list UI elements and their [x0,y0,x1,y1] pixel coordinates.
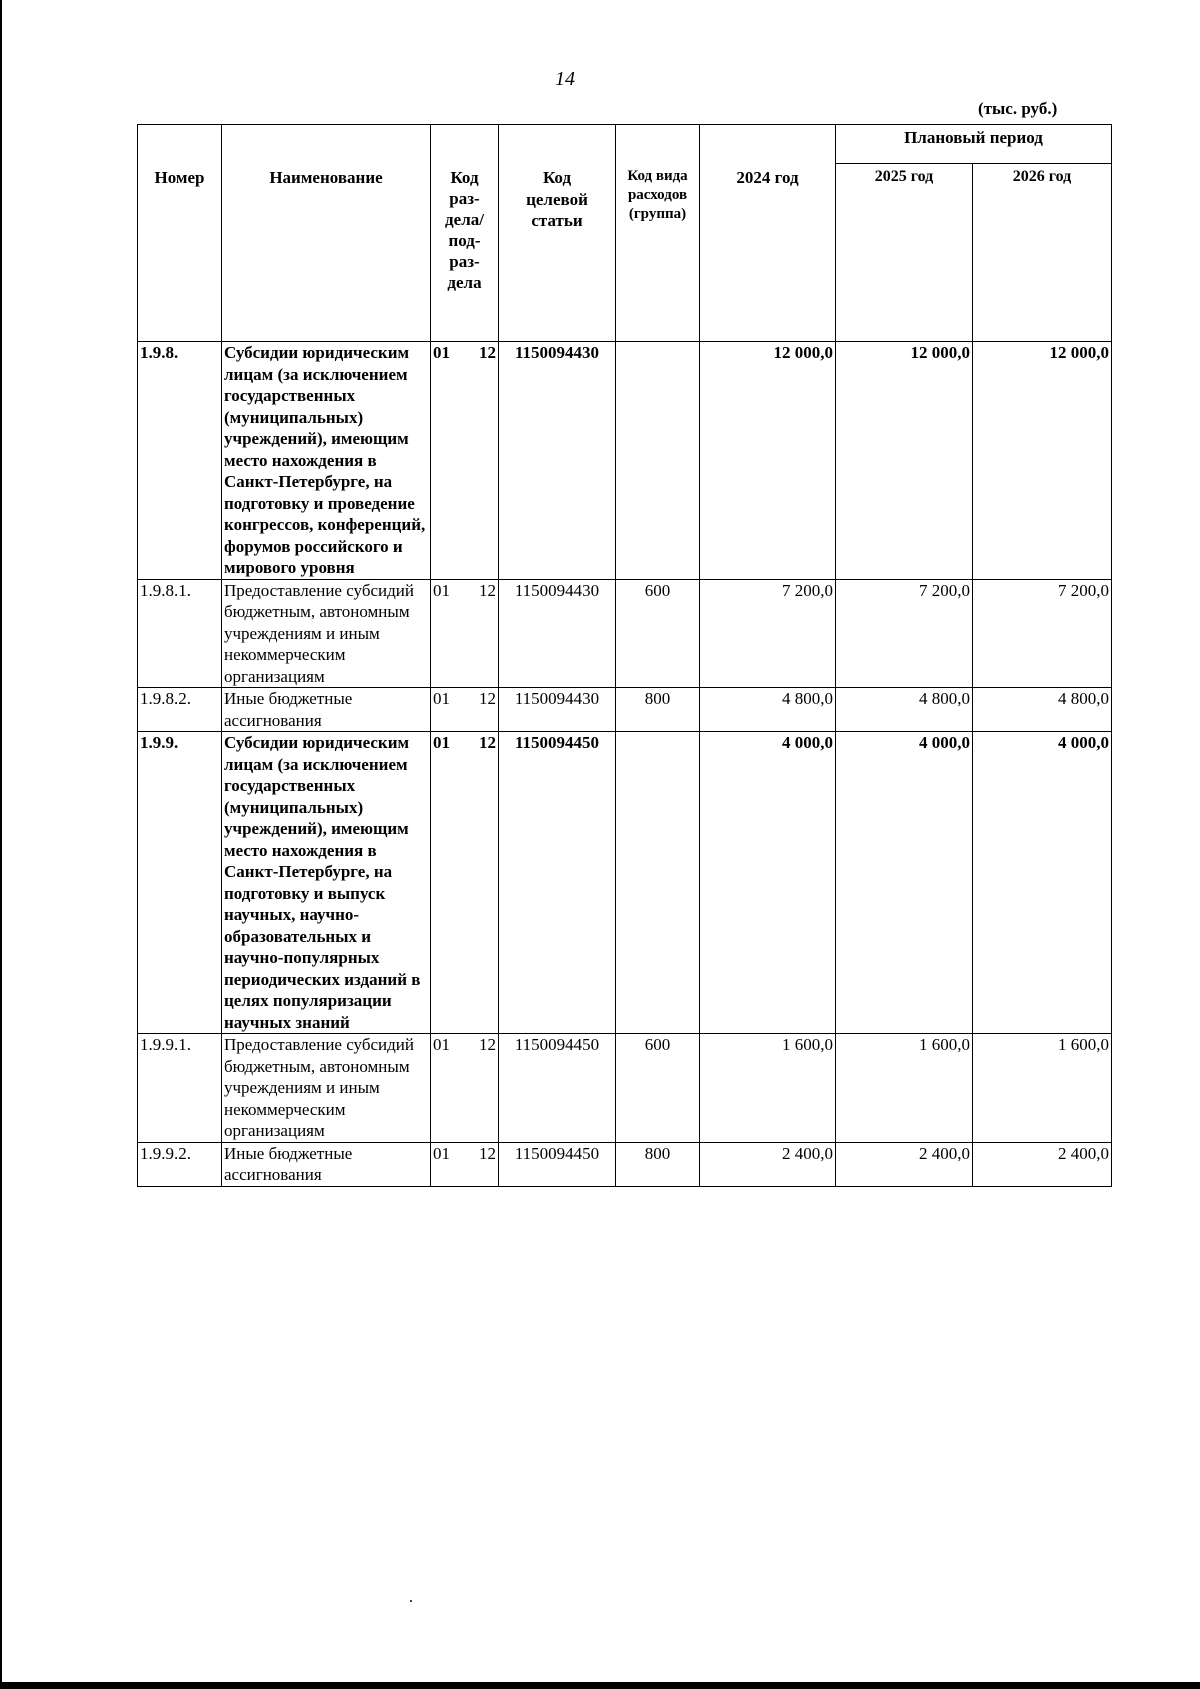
row-2024: 4 000,0 [700,732,836,1034]
page-number: 14 [555,68,575,90]
row-2026: 1 600,0 [973,1034,1112,1143]
row-section-code: 01 [433,343,450,362]
row-subsection-code: 12 [479,343,496,362]
header-year-2024: 2024 год [700,125,836,342]
row-name: Предоставление субсидий бюджетным, автономным учреждениям и иным некоммерческим организациям [222,579,431,688]
row-section [431,688,499,732]
table-row [138,1142,1112,1186]
row-target-code: 1150094430 [499,579,616,688]
row-2025: 1 600,0 [836,1034,973,1143]
header-name: Наименование [222,125,431,342]
row-2025: 7 200,0 [836,579,973,688]
row-2025: 2 400,0 [836,1142,973,1186]
row-name: Предоставление субсидий бюджетным, автономным учреждениям и иным некоммерческим организациям [222,1034,431,1143]
header-planned-period: Плановый период [836,125,1112,164]
row-number: 1.9.8.1. [138,579,222,688]
row-section [431,579,499,688]
row-2024: 7 200,0 [700,579,836,688]
row-group [616,342,700,580]
header-section-code: Код раз- дела/ под- раз- дела [431,125,499,342]
row-subsection-code: 12 [479,1035,496,1054]
row-2026: 7 200,0 [973,579,1112,688]
row-group: 600 [616,579,700,688]
header-expense-group: Код вида расходов (группа) [616,125,700,342]
row-group: 800 [616,1142,700,1186]
row-number: 1.9.8. [138,342,222,580]
row-2026: 2 400,0 [973,1142,1112,1186]
row-2024: 1 600,0 [700,1034,836,1143]
row-group: 800 [616,688,700,732]
row-section-code: 01 [433,689,450,708]
row-section [431,1034,499,1143]
table-row [138,579,1112,688]
row-target-code: 1150094430 [499,688,616,732]
row-subsection-code: 12 [479,733,496,752]
row-target-code: 1150094450 [499,1142,616,1186]
header-year-2026: 2026 год [973,164,1112,342]
table-row [138,688,1112,732]
row-section-code: 01 [433,1035,450,1054]
table-header-row [138,125,1112,164]
row-2025: 4 000,0 [836,732,973,1034]
header-target-code: Код целевой статьи [499,125,616,342]
budget-table [137,124,1112,1187]
row-number: 1.9.9.1. [138,1034,222,1143]
row-subsection-code: 12 [479,689,496,708]
table-row [138,342,1112,580]
row-2025: 12 000,0 [836,342,973,580]
row-2024: 4 800,0 [700,688,836,732]
row-2026: 12 000,0 [973,342,1112,580]
scan-edge [0,0,2,1689]
row-number: 1.9.8.2. [138,688,222,732]
table-row [138,732,1112,1034]
row-target-code: 1150094450 [499,1034,616,1143]
row-number: 1.9.9.2. [138,1142,222,1186]
row-section-code: 01 [433,580,450,600]
row-section-code: 01 [433,1143,450,1163]
units-label: (тыс. руб.) [978,99,1058,118]
row-name: Иные бюджетные ассигнования [222,688,431,732]
row-group [616,732,700,1034]
row-section [431,1142,499,1186]
row-subsection-code: 12 [479,580,496,600]
row-section [431,342,499,580]
header-number: Номер [138,125,222,342]
row-target-code: 1150094450 [499,732,616,1034]
header-year-2025: 2025 год [836,164,973,342]
row-target-code: 1150094430 [499,342,616,580]
row-2024: 2 400,0 [700,1142,836,1186]
scan-bottom-edge [0,1682,1200,1689]
row-group: 600 [616,1034,700,1143]
table-row [138,1034,1112,1143]
row-2024: 12 000,0 [700,342,836,580]
row-subsection-code: 12 [479,1143,496,1163]
row-name: Субсидии юридическим лицам (за исключением государственных (муниципальных) учреждений), имеющим место нахождения в Санкт-Петербурге, на подготовку и выпуск научных, научно-образовательных и научно-популярных периодических изданий в целях популяризации научных знаний [222,732,431,1034]
row-number: 1.9.9. [138,732,222,1034]
row-2026: 4 000,0 [973,732,1112,1034]
row-section-code: 01 [433,733,450,752]
row-name: Иные бюджетные ассигнования [222,1142,431,1186]
row-section [431,732,499,1034]
row-2025: 4 800,0 [836,688,973,732]
scan-speck [410,1600,412,1602]
row-2026: 4 800,0 [973,688,1112,732]
row-name: Субсидии юридическим лицам (за исключением государственных (муниципальных) учреждений), имеющим место нахождения в Санкт-Петербурге, на подготовку и проведение конгрессов, конференций, форумов российского и мирового уровня [222,342,431,580]
